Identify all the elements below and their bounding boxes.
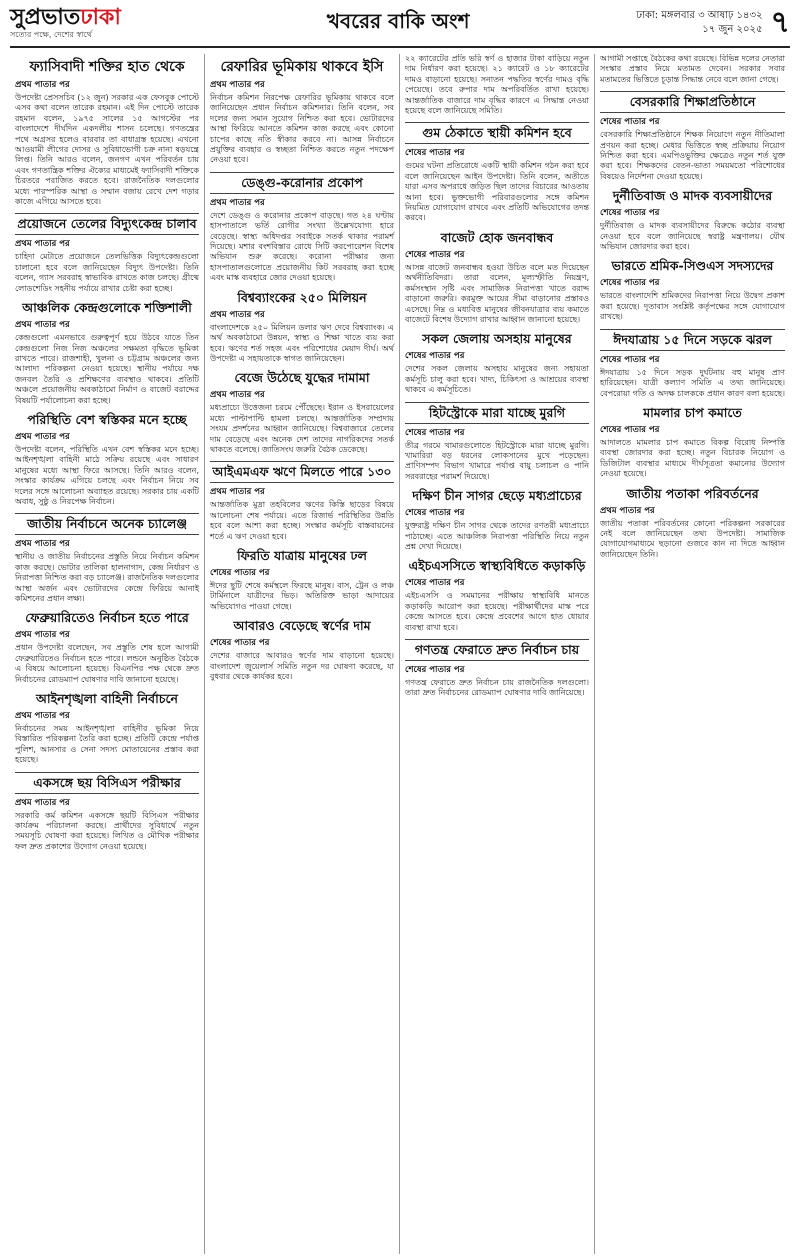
story-continuation-label: প্রথম পাতার পর bbox=[210, 487, 265, 498]
news-story[interactable] bbox=[600, 188, 785, 252]
story-body: ঈদযাত্রায় ১৫ দিনে সড়ক দুর্ঘটনায় বহু মানুষ প্রাণ হারিয়েছেন। যাত্রী কল্যাণ সমিতি এ তথ্য জানিয়েছে। বেপরোয়া গতি ও অদক্ষ চালককে প্রধান কারণ বলা হয়েছে। bbox=[600, 367, 785, 398]
news-story[interactable] bbox=[405, 402, 589, 483]
story-continuation-label: শেষের পাতার পর bbox=[405, 351, 465, 362]
story-body: গুমের ঘটনা প্রতিরোধে একটি স্থায়ী কমিশন গঠন করা হবে বলে জানিয়েছেন আইন উপদেষ্টা। তিনি বলেন, অতীতে যারা এসব অপরাধে জড়িত ছিল তাদের বিচারের আওতায় আনা হবে। ভুক্তভোগী পরিবারগুলোর সঙ্গে কমিশন নিয়মিত যোগাযোগ রাখবে এবং প্রতিটি অভিযোগের তদন্ত করবে। bbox=[405, 161, 589, 223]
news-story[interactable] bbox=[15, 213, 199, 294]
date-block bbox=[636, 9, 762, 37]
story-continuation-label: প্রথম পাতার পর bbox=[210, 197, 265, 208]
story-headline[interactable]: দক্ষিণ চীন সাগর ছেড়ে মধ্যপ্রাচ্যের bbox=[412, 488, 582, 504]
story-body: ভারতে বাংলাদেশি শ্রমিকদের নিরাপত্তা নিয়ে উদ্বেগ প্রকাশ করা হয়েছে। দূতাবাস সংশ্লিষ্ট কর্তৃপক্ষের সঙ্গে যোগাযোগ রাখছে। bbox=[600, 291, 785, 322]
news-story[interactable] bbox=[15, 300, 199, 406]
story-headline[interactable]: হিটস্ট্রোকে মারা যাচ্ছে মুরগি bbox=[405, 402, 589, 424]
story-headline[interactable]: ভারতে শ্রমিক-সিণ্ডএস সদস্যদের bbox=[611, 258, 774, 274]
column-2 bbox=[205, 54, 400, 1254]
news-story[interactable] bbox=[210, 290, 394, 365]
story-continuation-label: প্রথম পাতার পর bbox=[15, 797, 70, 808]
column-1 bbox=[10, 54, 205, 1254]
story-continuation-label: শেষের পাতার পর bbox=[600, 424, 660, 435]
story-headline[interactable]: ফিরতি যাত্রায় মানুষের ঢল bbox=[237, 547, 367, 563]
story-headline[interactable]: গুম ঠেকাতে স্থায়ী কমিশন হবে bbox=[405, 122, 589, 144]
story-body: যুক্তরাষ্ট্র দক্ষিণ চীন সাগর থেকে তাদের রণতরী মধ্যপ্রাচ্যে পাঠাচ্ছে। এতে আঞ্চলিক নিরাপত্তা পরিস্থিতি নিয়ে নতুন প্রশ্ন দেখা দিয়েছে। bbox=[405, 521, 589, 551]
story-continuation-label: প্রথম পাতার পর bbox=[15, 539, 70, 550]
story-headline[interactable]: ফ্যাসিবাদী শক্তির হাত থেকে bbox=[29, 59, 185, 75]
story-continuation-label: প্রথম পাতার পর bbox=[15, 80, 70, 90]
newspaper-logo[interactable] bbox=[10, 5, 160, 42]
story-headline[interactable]: বেজে উঠেছে যুদ্ধের দামামা bbox=[234, 370, 370, 386]
news-story[interactable] bbox=[15, 513, 199, 604]
story-continuation-label: প্রথম পাতার পর bbox=[600, 505, 655, 516]
story-headline[interactable]: জাতীয় নির্বাচনে অনেক চ্যালেঞ্জ bbox=[15, 513, 199, 535]
story-continuation-label: শেষের পাতার পর bbox=[600, 354, 660, 365]
story-body: গণতন্ত্র ফেরাতে দ্রুত নির্বাচন চায় রাজনৈতিক দলগুলো। তারা দ্রুত নির্বাচনের রোডম্যাপ ঘোষণার দাবি জানিয়েছে। bbox=[405, 678, 589, 698]
news-story[interactable] bbox=[15, 412, 199, 507]
columns-container bbox=[10, 54, 790, 1254]
story-body: নির্বাচনের সময় আইনশৃঙ্খলা বাহিনীর ভূমিকা নিয়ে বিস্তারিত পরিকল্পনা তৈরি করা হচ্ছে। প্রতিটি কেন্দ্রে পর্যাপ্ত পুলিশ, আনসার ও সেনা সদস্য মোতায়েনের প্রস্তাব করা হয়েছে। bbox=[15, 724, 199, 765]
column-3 bbox=[400, 54, 595, 1254]
logo-main-text: সুপ্রভাত bbox=[10, 3, 81, 30]
story-body: দেশে ডেঙ্গু ও করোনার প্রকোপ বাড়ছে। গত ২৪ ঘণ্টায় হাসপাতালে ভর্তি রোগীর সংখ্যা উল্লেখযোগ্য হারে বেড়েছে। স্বাস্থ্য অধিদপ্তর সবাইকে সতর্ক থাকার পরামর্শ দিয়েছে। মশার বংশবিস্তার রোধে সিটি করপোরেশন বিশেষ অভিযান শুরু করেছে। করোনা পরীক্ষার জন্য হাসপাতালগুলোতে প্রয়োজনীয় কিট সরবরাহ করা হচ্ছে এবং মাস্ক ব্যবহারে জোর দেওয়া হয়েছে। bbox=[210, 210, 394, 283]
story-body: কেন্দ্রগুলো এমনভাবে গুরুত্বপূর্ণ হয়ে উঠবে যাতে তিন কেন্দ্রগুলো নিজ নিজ অঞ্চলের সক্ষমতা বৃদ্ধিতে ভূমিকা রাখতে পারে। রাজশাহী, খুলনা ও চট্টগ্রাম অঞ্চলের জন্য আলাদা পরিকল্পনা নেওয়া হয়েছে। স্থানীয় পর্যায়ে দক্ষ জনবল তৈরি ও প্রশিক্ষণের ব্যবস্থাও থাকবে। প্রতিটি অঞ্চলে প্রয়োজনীয় অবকাঠামো নির্মাণ ও বাজেট বরাদ্দের বিষয়টি পর্যালোচনা করা হচ্ছে। bbox=[15, 333, 199, 405]
story-headline[interactable]: ঈদযাত্রায় ১৫ দিনে সড়কে ঝরল bbox=[600, 329, 785, 351]
news-story[interactable] bbox=[405, 122, 589, 223]
news-story[interactable] bbox=[15, 691, 199, 766]
story-headline[interactable]: দুর্নীতিবাজ ও মাদক ব্যবসায়ীদের bbox=[612, 188, 773, 204]
story-body: মধ্যপ্রাচ্যে উত্তেজনা চরমে পৌঁছেছে। ইরান ও ইসরায়েলের মধ্যে পাল্টাপাল্টি হামলা চলছে। আন্তর্জাতিক সম্প্রদায় সংযম প্রদর্শনের আহ্বান জানিয়েছে। বিশ্ববাজারে তেলের দাম বেড়েছে এবং অনেক দেশ তাদের নাগরিকদের সতর্ক থাকতে বলেছে। জাতিসংঘ জরুরি বৈঠক ডেকেছে। bbox=[210, 403, 394, 454]
story-continuation-label: প্রথম পাতার পর bbox=[15, 431, 70, 442]
story-headline[interactable]: আইএমএফ ঋণে মিলতে পারে ১৩০ bbox=[210, 461, 394, 483]
news-story[interactable] bbox=[405, 230, 589, 325]
story-continuation-label: প্রথম পাতার পর bbox=[210, 80, 265, 90]
story-body: আসন্ন বাজেট জনবান্ধব হওয়া উচিত বলে মত দিয়েছেন অর্থনীতিবিদরা। তারা বলেন, মূল্যস্ফীতি নিয়ন্ত্রণ, কর্মসংস্থান সৃষ্টি এবং সামাজিক নিরাপত্তা খাতে বরাদ্দ বাড়ানো জরুরি। করমুক্ত আয়ের সীমা বাড়ানোর প্রস্তাবও এসেছে। নিম্ন ও মধ্যবিত্ত মানুষের জীবনযাত্রার ব্যয় কমাতে বাজেটে বিশেষ উদ্যোগ রাখার আহ্বান জানানো হয়েছে। bbox=[405, 262, 589, 324]
story-headline[interactable]: বিশ্বব্যাংকের ২৫০ মিলিয়ন bbox=[237, 289, 367, 305]
news-story[interactable] bbox=[210, 172, 394, 284]
story-body: এইচএসসি ও সমমানের পরীক্ষায় স্বাস্থ্যবিধি মানতে কড়াকড়ি আরোপ করা হয়েছে। পরীক্ষার্থীদের মাস্ক পরে কেন্দ্রে আসতে হবে। কেন্দ্রে প্রবেশের আগে হাত ধোয়ার ব্যবস্থা রাখা হবে। bbox=[405, 591, 589, 632]
news-story[interactable] bbox=[405, 331, 589, 395]
story-headline[interactable]: রেফারির ভূমিকায় থাকবে ইসি bbox=[220, 59, 384, 75]
story-headline[interactable]: ডেঙ্গু-করোনার প্রকোপ bbox=[210, 172, 394, 194]
news-story[interactable] bbox=[405, 488, 589, 552]
story-continuation-label: প্রথম পাতার পর bbox=[210, 309, 265, 320]
news-story[interactable] bbox=[600, 54, 785, 85]
story-body: ঈদের ছুটি শেষে কর্মস্থলে ফিরছে মানুষ। বাস, ট্রেন ও লঞ্চ টার্মিনালে যাত্রীদের ভিড়। অতিরিক্ত ভাড়া আদায়ের অভিযোগও পাওয়া গেছে। bbox=[210, 580, 394, 611]
news-story[interactable] bbox=[600, 405, 785, 480]
story-continuation-label: শেষের পাতার পর bbox=[405, 665, 465, 675]
story-body: চাহিদা মেটাতে প্রয়োজনে তেলভিত্তিক বিদ্যুৎকেন্দ্রগুলো চালানো হবে বলে জানিয়েছেন বিদ্যুৎ উপদেষ্টা। তিনি বলেন, গ্যাস সরবরাহ স্বাভাবিক রাখতে কাজ চলছে। গ্রীষ্মে লোডশেডিং সহনীয় পর্যায়ে রাখার চেষ্টা করা হচ্ছে। bbox=[15, 252, 199, 293]
story-headline[interactable]: আইনশৃঙ্খলা বাহিনী নির্বাচনে bbox=[36, 691, 178, 707]
story-continuation-label: শেষের পাতার পর bbox=[600, 117, 660, 128]
story-body: দেশের বাজারে আবারও স্বর্ণের দাম বাড়ানো হয়েছে। বাংলাদেশ জুয়েলার্স সমিতি নতুন দর ঘোষণা করেছে, যা বুধবার থেকে কার্যকর হবে। bbox=[210, 651, 394, 681]
story-headline[interactable]: এইচএসসিতে স্বাস্থ্যবিধিতে কড়াকড়ি bbox=[408, 558, 586, 574]
story-headline[interactable]: পরিস্থিতি বেশ স্বস্তিকর মনে হচ্ছে bbox=[27, 411, 187, 427]
section-title: খবরের বাকি অংশ bbox=[326, 8, 470, 33]
story-continuation-label: শেষের পাতার পর bbox=[600, 278, 660, 289]
logo-tagline: সত্যের পক্ষে, দেশের স্বার্থে bbox=[10, 29, 92, 39]
news-story[interactable] bbox=[210, 461, 394, 542]
masthead bbox=[10, 0, 790, 48]
story-body: দেশের সকল জেলায় অসহায় মানুষের জন্য সহায়তা কর্মসূচি চালু করা হবে। খাদ্য, চিকিৎসা ও আশ্রয়ের ব্যবস্থা থাকবে এ কর্মসূচিতে। bbox=[405, 364, 589, 395]
story-continuation-label: শেষের পাতার পর bbox=[405, 427, 465, 438]
header-info bbox=[636, 0, 790, 49]
news-story[interactable] bbox=[600, 486, 785, 561]
news-story[interactable] bbox=[210, 370, 394, 455]
story-continuation-label: প্রথম পাতার পর bbox=[15, 630, 70, 641]
story-continuation-label: শেষের পাতার পর bbox=[405, 508, 465, 519]
news-story[interactable] bbox=[600, 91, 785, 182]
column-4 bbox=[595, 54, 790, 1254]
story-body: দুর্নীতিবাজ ও মাদক ব্যবসায়ীদের বিরুদ্ধে কঠোর ব্যবস্থা নেওয়া হবে বলে জানিয়েছে স্বরাষ্ট্র মন্ত্রণালয়। যৌথ অভিযান জোরদার করা হবে। bbox=[600, 221, 785, 252]
story-body: উপদেষ্টা বলেন, পরিস্থিতি এখন বেশ স্বস্তিকর মনে হচ্ছে। আইনশৃঙ্খলা বাহিনী মাঠে সক্রিয় রয়েছে এবং সাধারণ মানুষের মধ্যে আস্থা ফিরে আসছে। তিনি আরও বলেন, সংস্কার কার্যক্রম এগিয়ে চলছে এবং নির্বাচন নিয়ে সব দলের সঙ্গে আলোচনা অব্যাহত রয়েছে। সরকার চায় একটি অবাধ, সুষ্ঠু ও নিরপেক্ষ নির্বাচন। bbox=[15, 444, 199, 506]
story-headline[interactable]: জাতীয় পতাকা পরিবর্তনের bbox=[626, 485, 759, 501]
news-story[interactable] bbox=[600, 258, 785, 322]
story-headline[interactable]: প্রয়োজনে তেলের বিদ্যুৎকেন্দ্র চালাব bbox=[15, 213, 199, 235]
story-body: উপদেষ্টা প্রেসসচিব (১২ জুন) সরকার এক ফেসবুক পোস্টে এসব কথা বলেন তারেক রহমান। এই দিন পোস্টে তারেক রহমান বলেন, ১৯৭৫ সালের ১৫ আগস্টের পর বাংলাদেশে দীর্ঘদিন একদলীয় শাসন চলেছে। গণতন্ত্রের পথে অগ্রসর হলেও বারবার তা বাধাগ্রস্ত হয়েছে। এখনো আওয়ামী লীগের দোসর ও সুবিধাভোগী চক্র নানা ষড়যন্ত্রে লিপ্ত। তিনি আরও বলেন, জনগণ এখন পরিবর্তন চায় এবং গণতান্ত্রিক শক্তির ঐক্যের মাধ্যমেই ফ্যাসিবাদী শক্তিকে চিরতরে পরাজিত করতে হবে। রাজনৈতিক দলগুলোর মধ্যে পারস্পরিক আস্থা ও সম্মান বজায় রেখে দেশ গড়ার কাজে এগিয়ে আসতে হবে। bbox=[15, 93, 199, 207]
date-english: ১৭ জুন ২০২৫ bbox=[702, 24, 763, 35]
logo-accent-text: ঢাকা bbox=[80, 3, 121, 30]
news-story[interactable] bbox=[405, 558, 589, 633]
story-headline[interactable]: একসঙ্গে ছয় বিসিএস পরীক্ষার bbox=[15, 772, 199, 794]
story-headline[interactable]: আবারও বেড়েছে স্বর্ণের দাম bbox=[233, 618, 371, 634]
news-story[interactable] bbox=[15, 772, 199, 853]
story-headline[interactable]: গণতন্ত্র ফেরাতে দ্রুত নির্বাচন চায় bbox=[405, 639, 589, 661]
story-body: জাতীয় পতাকা পরিবর্তনের কোনো পরিকল্পনা সরকারের নেই বলে জানিয়েছেন তথ্য উপদেষ্টা। সামাজিক যোগাযোগমাধ্যমে ছড়ানো গুজবে কান না দিতে আহ্বান জানিয়েছেন তিনি। bbox=[600, 518, 785, 559]
story-body: তীব্র গরমে খামারগুলোতে হিটস্ট্রোকে মারা যাচ্ছে মুরগি। খামারিরা বড় ধরনের লোকসানের মুখে পড়েছেন। প্রাণিসম্পদ বিভাগ খামারে পর্যাপ্ত বায়ু চলাচল ও পানি সরবরাহের পরামর্শ দিয়েছে। bbox=[405, 440, 589, 481]
page-number: ৭ bbox=[770, 4, 790, 40]
story-body: নির্বাচন কমিশন নিরপেক্ষ রেফারির ভূমিকায় থাকবে বলে জানিয়েছেন প্রধান নির্বাচন কমিশনার। তিনি বলেন, সব দলের জন্য সমান সুযোগ নিশ্চিত করা হবে। ভোটারদের আস্থা ফিরিয়ে আনতে কমিশন কাজ করছে এবং কোনো চাপের কাছে নতি স্বীকার করবে না। আসন্ন নির্বাচনে প্রযুক্তির ব্যবহার ও স্বচ্ছতা নিশ্চিত করতে নতুন পদক্ষেপ নেওয়া হবে। bbox=[210, 93, 394, 165]
news-story[interactable] bbox=[15, 610, 199, 685]
story-headline[interactable]: সকল জেলায় অসহায় মানুষের bbox=[422, 331, 572, 347]
story-body: আগামী সপ্তাহে বৈঠকের কথা রয়েছে। বিভিন্ন দলের নেতারা সংস্কার প্রস্তাব নিয়ে মতামত দেবেন। সরকার সবার মতামতের ভিত্তিতে চূড়ান্ত সিদ্ধান্ত নেবে বলে জানা গেছে। bbox=[600, 54, 785, 84]
story-continuation-label: শেষের পাতার পর bbox=[405, 148, 465, 159]
news-story[interactable] bbox=[15, 58, 199, 207]
news-story[interactable] bbox=[405, 54, 589, 116]
story-headline[interactable]: বেসরকারি শিক্ষাপ্রতিষ্ঠানে bbox=[600, 91, 785, 113]
story-headline[interactable]: মামলার চাপ কমাতে bbox=[643, 404, 742, 420]
story-headline[interactable]: বাজেট হোক জনবান্ধব bbox=[440, 229, 554, 245]
story-body: স্থানীয় ও জাতীয় নির্বাচনের প্রস্তুতি নিয়ে নির্বাচন কমিশন কাজ করছে। ভোটার তালিকা হালনাগাদ, কেন্দ্র নির্ধারণ ও নিরাপত্তা নিশ্চিত করা বড় চ্যালেঞ্জ। রাজনৈতিক দলগুলোর আস্থা অর্জন এবং ভোটারদের কেন্দ্রে ফিরিয়ে আনাই কমিশনের প্রধান লক্ষ্য। bbox=[15, 552, 199, 603]
news-story[interactable] bbox=[210, 618, 394, 682]
story-body: বাংলাদেশকে ২৫০ মিলিয়ন ডলার ঋণ দেবে বিশ্বব্যাংক। এ অর্থ অবকাঠামো উন্নয়ন, স্বাস্থ্য ও শিক্ষা খাতে ব্যয় করা হবে। ঋণের শর্ত সহজ এবং পরিশোধের মেয়াদ দীর্ঘ। অর্থ উপদেষ্টা এ সহায়তাকে স্বাগত জানিয়েছেন। bbox=[210, 322, 394, 363]
news-story[interactable] bbox=[210, 58, 394, 166]
story-continuation-label: প্রথম পাতার পর bbox=[15, 320, 70, 331]
story-continuation-label: প্রথম পাতার পর bbox=[15, 239, 70, 250]
news-story[interactable] bbox=[405, 639, 589, 699]
date-bangla: ঢাকা: মঙ্গলবার ৩ আষাঢ় ১৪৩২ bbox=[636, 10, 763, 21]
story-body: প্রধান উপদেষ্টা বলেছেন, সব প্রস্তুতি শেষ হলে আগামী ফেব্রুয়ারিতেও নির্বাচন হতে পারে। লন্ডনে অনুষ্ঠিত বৈঠকে এ বিষয়ে আলোচনা হয়েছে। বিএনপির পক্ষ থেকে দ্রুত নির্বাচনের রোডম্যাপ ঘোষণার দাবি জানানো হয়েছে। bbox=[15, 643, 199, 684]
story-continuation-label: প্রথম পাতার পর bbox=[210, 390, 265, 401]
story-continuation-label: শেষের পাতার পর bbox=[210, 638, 270, 649]
story-continuation-label: শেষের পাতার পর bbox=[600, 208, 660, 219]
story-body: আদালতে মামলার চাপ কমাতে বিকল্প বিরোধ নিষ্পত্তি ব্যবস্থা জোরদার করা হচ্ছে। নতুন বিচারক নিয়োগ ও ডিজিটাল ব্যবস্থার মাধ্যমে দীর্ঘসূত্রতা কমানোর উদ্যোগ নেওয়া হয়েছে। bbox=[600, 437, 785, 479]
story-body: আন্তর্জাতিক মুদ্রা তহবিলের ঋণের কিস্তি ছাড়ের বিষয়ে আলোচনা শেষ পর্যায়ে। এতে রিজার্ভ পরিস্থিতির উন্নতি হবে বলে আশা করা হচ্ছে। সংস্কার কর্মসূচি বাস্তবায়নের শর্তে এ ঋণ দেওয়া হবে। bbox=[210, 500, 394, 541]
story-body: সরকারি কর্ম কমিশন একসঙ্গে ছয়টি বিসিএস পরীক্ষার কার্যক্রম পরিচালনা করছে। প্রার্থীদের সুবিধার্থে নতুন সময়সূচি ঘোষণা করা হয়েছে। লিখিত ও মৌখিক পরীক্ষার ফল দ্রুত প্রকাশের উদ্যোগ নেওয়া হয়েছে। bbox=[15, 810, 199, 851]
story-headline[interactable]: ফেব্রুয়ারিতেও নির্বাচন হতে পারে bbox=[25, 610, 189, 626]
story-body: ২২ ক্যারেটের প্রতি ভরি স্বর্ণ ও হাজার টাকা বাড়িয়ে নতুন দাম নির্ধারণ করা হয়েছে। ২১ ক্যারেট ও ১৮ ক্যারেটের দামও বাড়ানো হয়েছে। সনাতন পদ্ধতির স্বর্ণের দামও বৃদ্ধি পেয়েছে। তবে রুপার দাম অপরিবর্তিত রাখা হয়েছে। আন্তর্জাতিক বাজারে দাম বৃদ্ধির কারণে এ সিদ্ধান্ত নেওয়া হয়েছে বলে জানিয়েছে সমিতি। bbox=[405, 54, 589, 116]
story-continuation-label: প্রথম পাতার পর bbox=[15, 711, 70, 722]
story-body: বেসরকারি শিক্ষাপ্রতিষ্ঠানে শিক্ষক নিয়োগে নতুন নীতিমালা প্রণয়ন করা হচ্ছে। মেধার ভিত্তিতে স্বচ্ছ প্রক্রিয়ায় নিয়োগ নিশ্চিত করা হবে। এমপিওভুক্তির ক্ষেত্রেও নতুন শর্ত যুক্ত করা হবে। শিক্ষকদের বেতন-ভাতা সময়মতো পরিশোধের বিষয়েও নির্দেশনা দেওয়া হয়েছে। bbox=[600, 130, 785, 181]
story-continuation-label: শেষের পাতার পর bbox=[210, 567, 270, 578]
story-headline[interactable]: আঞ্চলিক কেন্দ্রগুলোকে শক্তিশালী bbox=[22, 300, 192, 316]
story-continuation-label: শেষের পাতার পর bbox=[405, 249, 465, 260]
news-story[interactable] bbox=[210, 548, 394, 612]
story-continuation-label: শেষের পাতার পর bbox=[405, 578, 465, 589]
news-story[interactable] bbox=[600, 329, 785, 399]
